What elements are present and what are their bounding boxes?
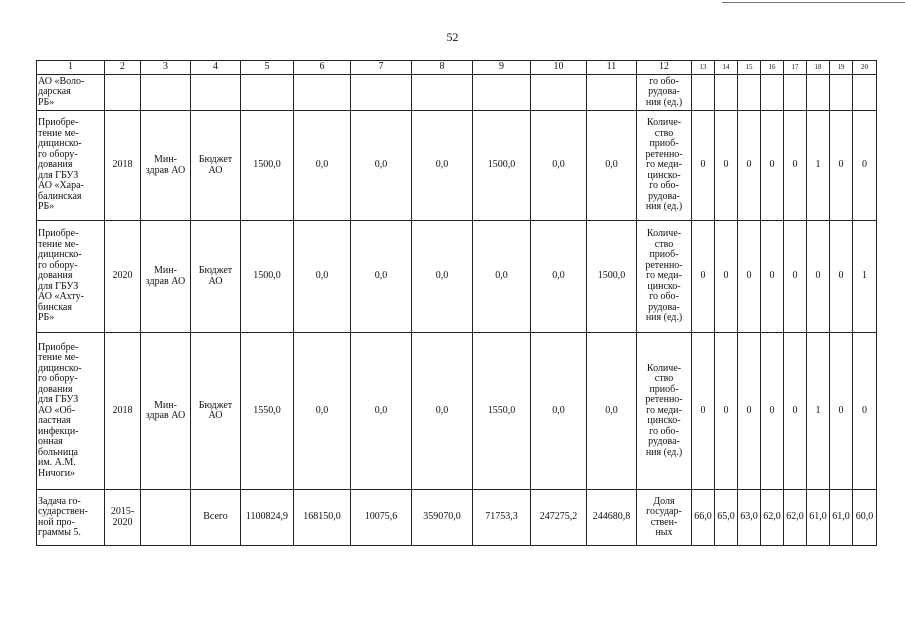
year-cell [105, 75, 141, 111]
value-2018 [473, 75, 531, 111]
indicator-value: 63,0 [738, 490, 761, 546]
column-header: 17 [784, 61, 807, 75]
value-2015: 168150,0 [294, 490, 351, 546]
indicator-value [738, 75, 761, 111]
indicator-value: 0 [853, 333, 877, 490]
value-2020: 0,0 [587, 333, 637, 490]
indicator-value [692, 75, 715, 111]
executor-cell: Мин- здрав АО [141, 221, 191, 333]
value-2016 [351, 75, 412, 111]
column-header: 4 [191, 61, 241, 75]
indicator-value: 0 [715, 111, 738, 221]
column-header: 9 [473, 61, 531, 75]
measure-description: Приобре- тение ме- дицинско- го обору- дования для ГБУЗ АО «Об- ластная инфекци- онная больница им. А.М. Ничоги» [37, 333, 105, 490]
indicator-value: 65,0 [715, 490, 738, 546]
total-cell: 1550,0 [241, 333, 294, 490]
total-cell: 1100824,9 [241, 490, 294, 546]
total-cell [241, 75, 294, 111]
indicator-cell: го обо- рудова- ния (ед.) [637, 75, 692, 111]
total-cell: 1500,0 [241, 111, 294, 221]
indicator-cell: Количе- ство приоб- ретенно- го меди- цинско- го обо- рудова- ния (ед.) [637, 333, 692, 490]
value-2020 [587, 75, 637, 111]
year-cell: 2018 [105, 333, 141, 490]
column-header: 12 [637, 61, 692, 75]
value-2018: 1500,0 [473, 111, 531, 221]
year-cell: 2020 [105, 221, 141, 333]
column-header: 18 [807, 61, 830, 75]
column-header: 2 [105, 61, 141, 75]
indicator-value: 0 [830, 111, 853, 221]
column-header: 13 [692, 61, 715, 75]
value-2019: 0,0 [531, 333, 587, 490]
value-2018: 71753,3 [473, 490, 531, 546]
executor-cell: Мин- здрав АО [141, 333, 191, 490]
indicator-value [830, 75, 853, 111]
table-row [37, 111, 877, 221]
source-cell: Бюджет АО [191, 221, 241, 333]
value-2019: 247275,2 [531, 490, 587, 546]
column-header: 3 [141, 61, 191, 75]
source-cell: Всего [191, 490, 241, 546]
table-row [37, 333, 877, 490]
indicator-value: 0 [692, 111, 715, 221]
column-header: 7 [351, 61, 412, 75]
executor-cell [141, 490, 191, 546]
page-number: 52 [446, 30, 459, 44]
year-cell: 2015- 2020 [105, 490, 141, 546]
indicator-value: 60,0 [853, 490, 877, 546]
column-header: 1 [37, 61, 105, 75]
executor-cell [141, 75, 191, 111]
indicator-value: 0 [738, 221, 761, 333]
value-2018: 1550,0 [473, 333, 531, 490]
indicator-value: 62,0 [761, 490, 784, 546]
indicator-value: 0 [784, 333, 807, 490]
indicator-value [784, 75, 807, 111]
indicator-value: 0 [784, 111, 807, 221]
indicator-value [761, 75, 784, 111]
measure-description: Приобре- тение ме- дицинско- го обору- дования для ГБУЗ АО «Хара- балинская РБ» [37, 111, 105, 221]
column-header: 16 [761, 61, 784, 75]
column-header: 10 [531, 61, 587, 75]
value-2016: 10075,6 [351, 490, 412, 546]
indicator-value: 0 [761, 111, 784, 221]
column-header: 20 [853, 61, 877, 75]
indicator-value: 0 [853, 111, 877, 221]
indicator-value: 1 [853, 221, 877, 333]
value-2017 [412, 75, 473, 111]
column-header: 6 [294, 61, 351, 75]
source-cell: Бюджет АО [191, 111, 241, 221]
year-cell: 2018 [105, 111, 141, 221]
indicator-value: 0 [738, 111, 761, 221]
indicator-value: 66,0 [692, 490, 715, 546]
value-2020: 244680,8 [587, 490, 637, 546]
value-2015 [294, 75, 351, 111]
value-2017: 0,0 [412, 333, 473, 490]
indicator-value: 0 [830, 333, 853, 490]
indicator-value [807, 75, 830, 111]
column-header: 5 [241, 61, 294, 75]
header-row [37, 61, 877, 75]
value-2020: 0,0 [587, 111, 637, 221]
indicator-value: 0 [692, 333, 715, 490]
indicator-value: 61,0 [830, 490, 853, 546]
value-2015: 0,0 [294, 221, 351, 333]
value-2017: 0,0 [412, 111, 473, 221]
table-row [37, 221, 877, 333]
source-cell: Бюджет АО [191, 333, 241, 490]
executor-cell: Мин- здрав АО [141, 111, 191, 221]
table-row [37, 490, 877, 546]
value-2018: 0,0 [473, 221, 531, 333]
value-2017: 0,0 [412, 221, 473, 333]
indicator-value: 0 [715, 333, 738, 490]
measure-description: Задача го- сударствен- ной про- граммы 5. [37, 490, 105, 546]
top-rule [722, 2, 905, 3]
indicator-value: 0 [715, 221, 738, 333]
indicator-value: 0 [761, 221, 784, 333]
indicator-value: 0 [830, 221, 853, 333]
indicator-cell: Доля государ- ствен- ных [637, 490, 692, 546]
total-cell: 1500,0 [241, 221, 294, 333]
value-2016: 0,0 [351, 221, 412, 333]
indicator-value: 0 [692, 221, 715, 333]
value-2015: 0,0 [294, 111, 351, 221]
column-header: 8 [412, 61, 473, 75]
column-header: 11 [587, 61, 637, 75]
indicator-value: 0 [807, 221, 830, 333]
indicator-value [853, 75, 877, 111]
value-2016: 0,0 [351, 333, 412, 490]
value-2019: 0,0 [531, 111, 587, 221]
column-header: 15 [738, 61, 761, 75]
value-2016: 0,0 [351, 111, 412, 221]
indicator-value [715, 75, 738, 111]
source-cell [191, 75, 241, 111]
program-table [36, 60, 877, 546]
value-2015: 0,0 [294, 333, 351, 490]
column-header: 14 [715, 61, 738, 75]
value-2019 [531, 75, 587, 111]
indicator-value: 1 [807, 111, 830, 221]
measure-description: АО «Воло- дарская РБ» [37, 75, 105, 111]
indicator-value: 62,0 [784, 490, 807, 546]
value-2017: 359070,0 [412, 490, 473, 546]
table-row [37, 75, 877, 111]
indicator-value: 0 [761, 333, 784, 490]
indicator-cell: Количе- ство приоб- ретенно- го меди- цинско- го обо- рудова- ния (ед.) [637, 111, 692, 221]
value-2019: 0,0 [531, 221, 587, 333]
indicator-cell: Количе- ство приоб- ретенно- го меди- цинско- го обо- рудова- ния (ед.) [637, 221, 692, 333]
value-2020: 1500,0 [587, 221, 637, 333]
column-header: 19 [830, 61, 853, 75]
indicator-value: 1 [807, 333, 830, 490]
indicator-value: 61,0 [807, 490, 830, 546]
indicator-value: 0 [784, 221, 807, 333]
indicator-value: 0 [738, 333, 761, 490]
measure-description: Приобре- тение ме- дицинско- го обору- дования для ГБУЗ АО «Ахту- бинская РБ» [37, 221, 105, 333]
